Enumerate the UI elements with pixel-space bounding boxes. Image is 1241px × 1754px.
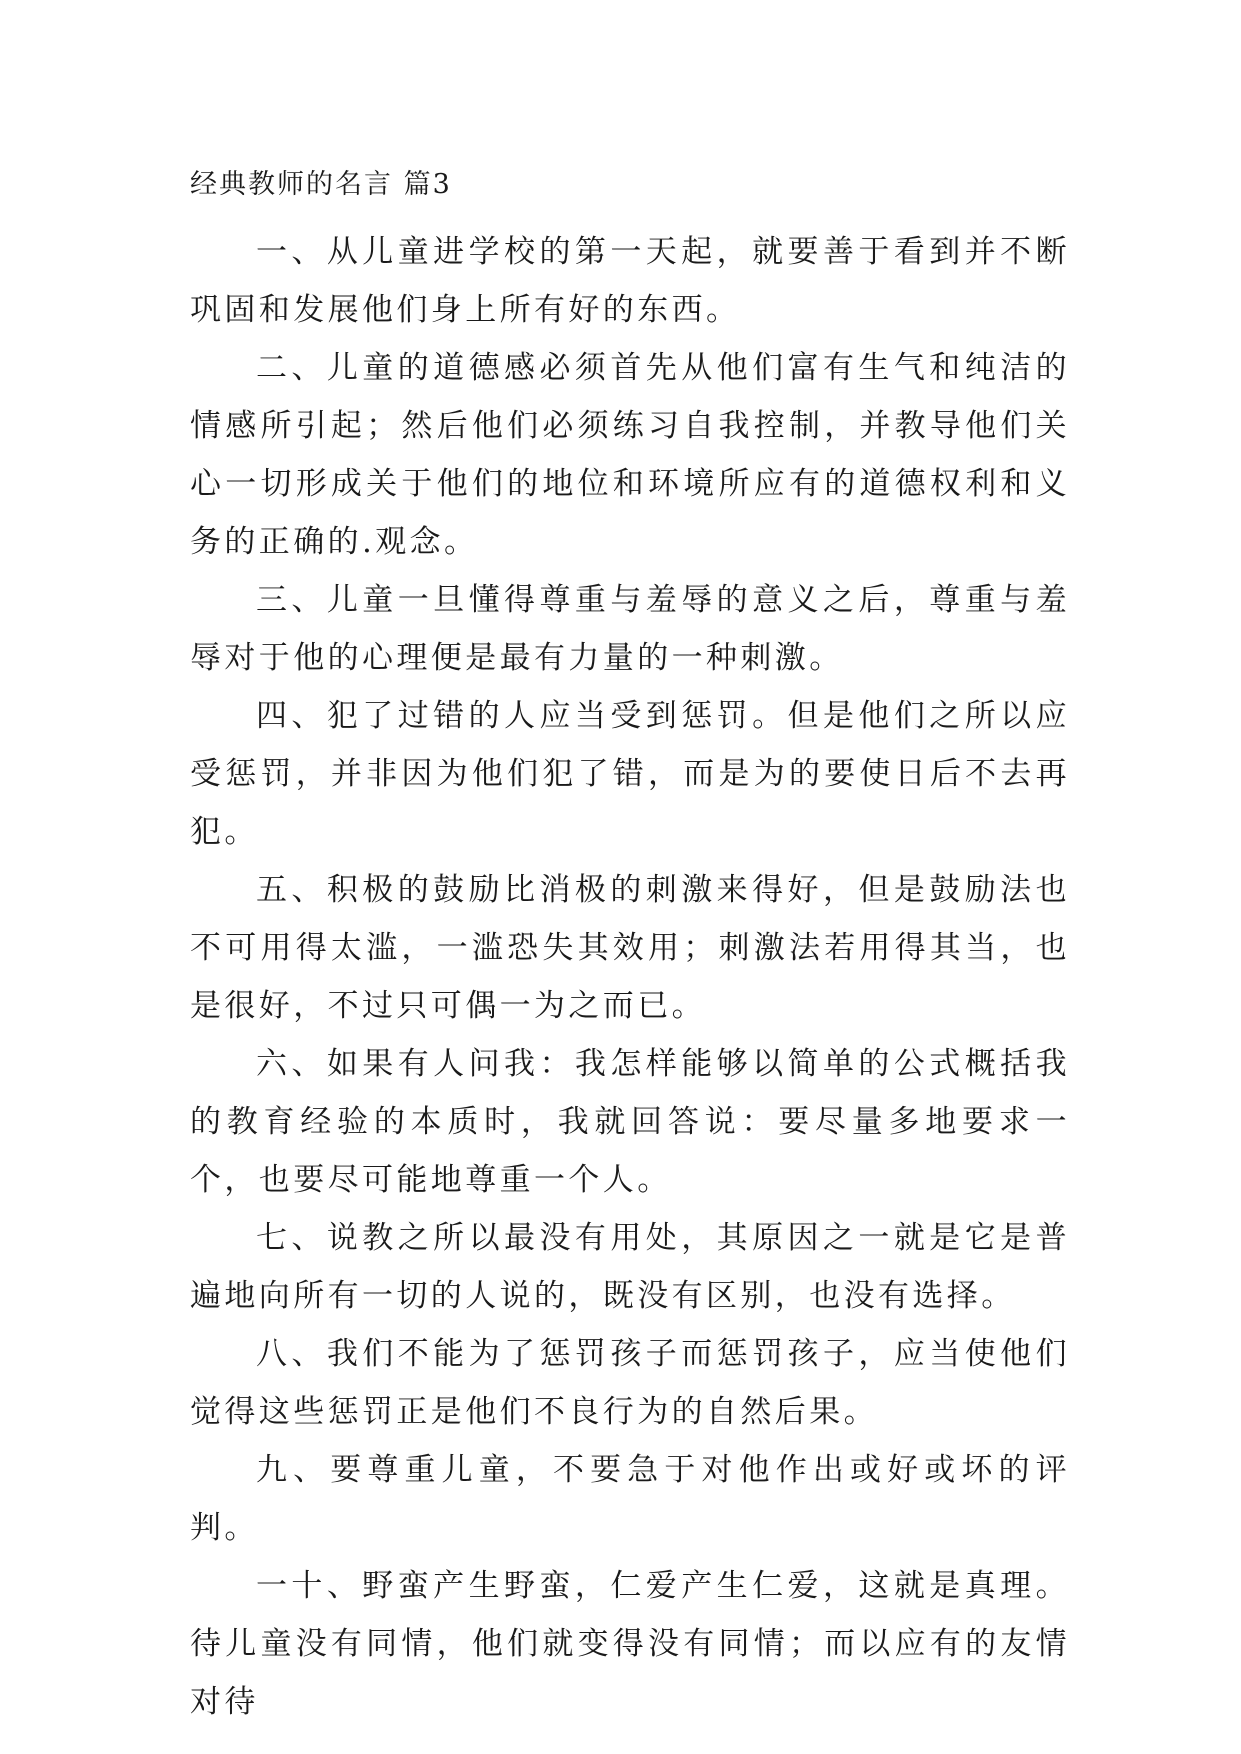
document-title: 经典教师的名言 篇3: [190, 169, 452, 200]
quote-paragraph-4: 四、犯了过错的人应当受到惩罚。但是他们之所以应受惩罚，并非因为他们犯了错，而是为的要使日后不去再犯。: [190, 698, 1070, 850]
quote-paragraph-2: 二、儿童的道德感必须首先从他们富有生气和纯洁的情感所引起；然后他们必须练习自我控制，并教导他们关心一切形成关于他们的地位和环境所应有的道德权利和义务的正确的.观念。: [190, 350, 1070, 560]
quote-paragraph-3: 三、儿童一旦懂得尊重与羞辱的意义之后，尊重与羞辱对于他的心理便是最有力量的一种刺激。: [190, 582, 1070, 676]
quote-paragraph-7: 七、说教之所以最没有用处，其原因之一就是它是普遍地向所有一切的人说的，既没有区别，也没有选择。: [190, 1220, 1070, 1314]
quote-paragraph-8: 八、我们不能为了惩罚孩子而惩罚孩子，应当使他们觉得这些惩罚正是他们不良行为的自然后果。: [190, 1336, 1070, 1430]
document-body: [190, 165, 1070, 1731]
quote-paragraph-5: 五、积极的鼓励比消极的刺激来得好，但是鼓励法也不可用得太滥，一滥恐失其效用；刺激法若用得其当，也是很好，不过只可偶一为之而已。: [190, 872, 1070, 1024]
quote-paragraph-10: 一十、野蛮产生野蛮，仁爱产生仁爱，这就是真理。待儿童没有同情，他们就变得没有同情；而以应有的友情对待: [190, 1568, 1070, 1720]
quote-paragraph-6: 六、如果有人问我：我怎样能够以简单的公式概括我的教育经验的本质时，我就回答说：要尽量多地要求一个，也要尽可能地尊重一个人。: [190, 1046, 1070, 1198]
quote-paragraph-1: 一、从儿童进学校的第一天起，就要善于看到并不断巩固和发展他们身上所有好的东西。: [190, 234, 1070, 328]
quote-paragraph-9: 九、要尊重儿童，不要急于对他作出或好或坏的评判。: [190, 1452, 1070, 1546]
